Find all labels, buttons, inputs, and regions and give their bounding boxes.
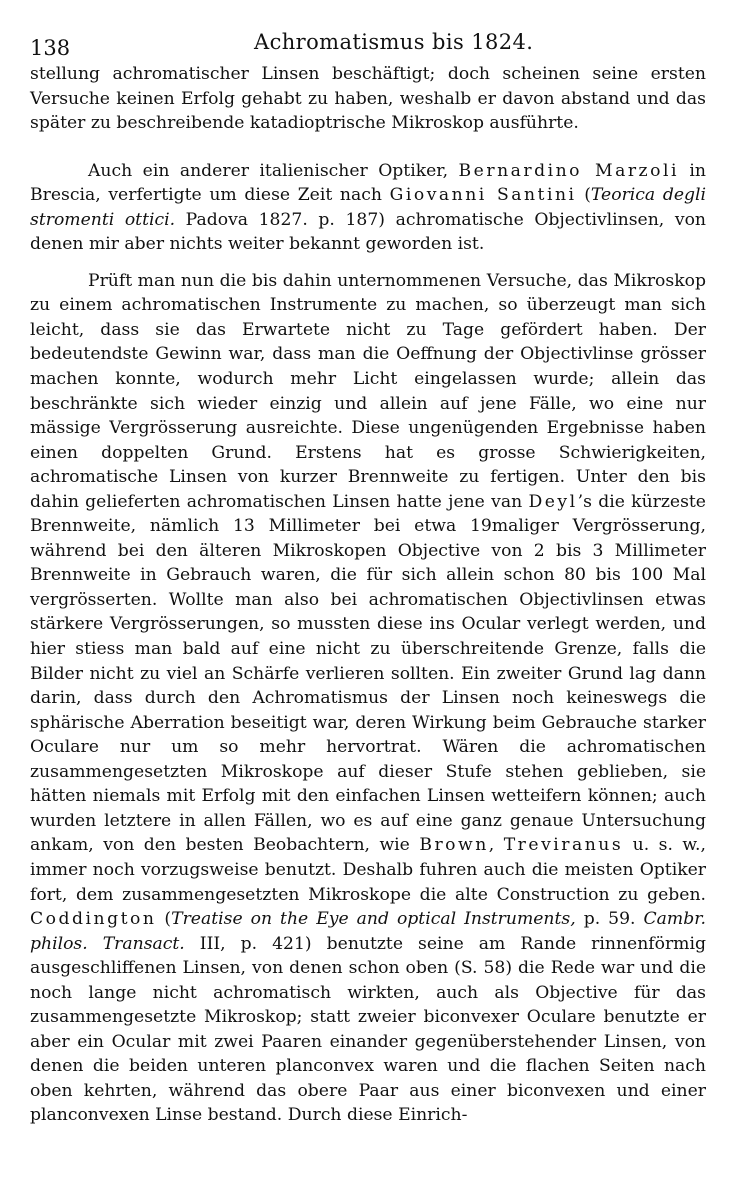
running-title: Achromatismus bis 1824. <box>254 30 534 54</box>
text-run: ( <box>576 185 591 206</box>
text-run: Auch ein anderer italienischer Optiker, <box>88 160 459 181</box>
text-run: in Brescia, verfertigte um diese Zeit nach <box>30 160 706 206</box>
text-run: ( <box>156 909 172 930</box>
paragraph-1 <box>30 62 706 136</box>
person-name: Coddington <box>30 909 157 930</box>
person-name: Deyl <box>528 491 578 512</box>
text-run: , <box>488 835 504 856</box>
body-text <box>30 62 706 1128</box>
text-run: Padova 1827. p. 187) achromatische Objectivlinsen, von denen mir aber nichts weiter bekannt geworden ist. <box>30 209 706 255</box>
paragraph-3 <box>30 269 706 1128</box>
citation-title: Treatise on the Eye and optical Instruments, <box>171 909 576 930</box>
paragraph-2 <box>30 159 706 257</box>
citation-title: Teorica degli stromenti ottici. <box>30 185 707 230</box>
person-name: Giovanni Santini <box>389 185 577 206</box>
page-number: 138 <box>30 36 71 60</box>
citation-title: Cambr. philos. Transact. <box>30 909 706 954</box>
text-run: u. s. w., immer noch vorzugsweise benutzt. Deshalb fuhren auch die meisten Optiker fort, dem zusammengesetzten Mikroskope die alte Construction zu geben. <box>30 835 706 905</box>
person-name: Treviranus <box>503 835 624 856</box>
person-name: Brown <box>419 835 489 856</box>
text-run: III, p. 421) benutzte seine am Rande rinnenförmig ausgeschliffenen Linsen, von denen schon oben (S. 58) die Rede war und die noch lange nicht achromatisch wirkten, auch als Objective für das zusammengesetzte Mikroskop; statt zweier biconvexer Oculare benutzte er aber ein Ocular mit zwei Paaren einander gegenüberstehender Linsen, von denen die beiden unteren planconvex waren und die flachen Seiten nach oben kehrten, während das obere Paar aus einer biconvexen und einer planconvexen Linse bestand. Durch diese Einrich- <box>30 933 706 1126</box>
text-run: stellung achromatischer Linsen beschäftigt; doch scheinen seine ersten Versuche keinen Erfolg gehabt zu haben, weshalb er davon abstand und das später zu beschreibende katadioptrische Mikroskop ausführte. <box>30 64 706 134</box>
text-run: p. 59. <box>575 909 644 930</box>
person-name: Bernardino Marzoli <box>458 160 679 181</box>
text-run: ’s die kürzeste Brennweite, nämlich 13 Millimeter bei etwa 19maliger Vergrösserung, während bei den älteren Mikroskopen Objective von 2 bis 3 Millimeter Brennweite in Gebrauch waren, die für sich allein schon 80 bis 100 Mal vergrösserten. Wollte man also bei achromatischen Objectivlinsen etwas stärkere Vergrösserungen, so mussten diese ins Ocular verlegt werden, und hier stiess man bald auf eine nicht zu überschreitende Grenze, falls die Bilder nicht zu viel an Schärfe verlieren sollten. Ein zweiter Grund lag dann darin, dass durch den Achromatismus der Linsen noch keineswegs die sphärische Aberration beseitigt war, deren Wirkung beim Gebrauche starker Oculare nur um so mehr hervortrat. Wären die achromatischen zusammengesetzten Mikroskope auf dieser Stufe stehen geblieben, sie hätten niemals mit Erfolg mit den einfachen Linsen wetteifern können; auch wurden letztere in allen Fällen, wo es auf eine ganz genaue Untersuchung ankam, von den besten Beobachtern, wie <box>30 491 706 856</box>
page-header <box>30 30 706 60</box>
text-run: Prüft man nun die bis dahin unternommenen Versuche, das Mikroskop zu einem achromatischen Instrumente zu machen, so überzeugt man sich leicht, dass sie das Erwartete nicht zu Tage gefördert haben. Der bedeutendste Gewinn war, dass man die Oeffnung der Objectivlinse grösser machen konnte, wodurch mehr Licht eingelassen wurde; allein das beschränkte sich wieder einzig und allein auf jene Fälle, wo eine nur mässige Vergrösserung ausreichte. Diese ungenügenden Ergebnisse haben einen doppelten Grund. Erstens hat es grosse Schwierigkeiten, achromatische Linsen von kurzer Brennweite zu fertigen. Unter den bis dahin gelieferten achromatischen Linsen hatte jene van <box>30 270 706 512</box>
